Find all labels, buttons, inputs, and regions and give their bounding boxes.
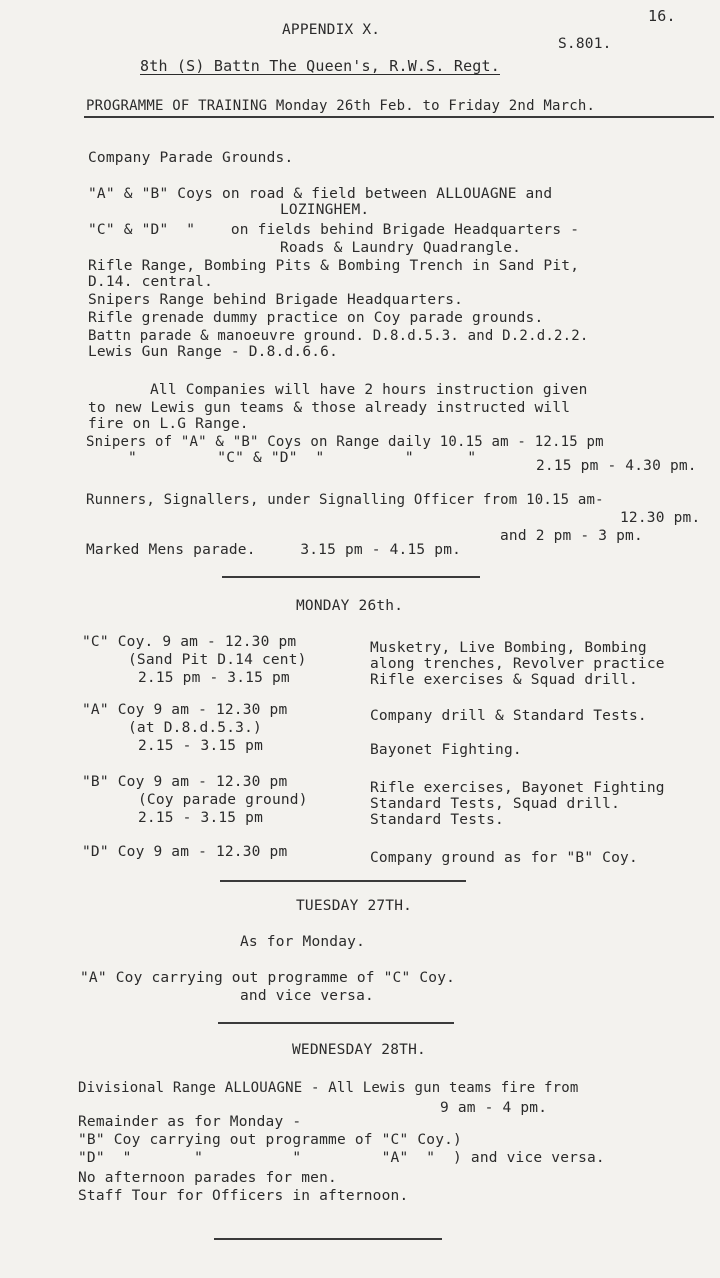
general-line: Battn parade & manoeuvre ground. D.8.d.5.3. and D.2.d.2.2.: [88, 328, 589, 344]
general-line: Roads & Laundry Quadrangle.: [280, 240, 522, 256]
monday-schedule-entry: (Coy parade ground): [138, 792, 308, 808]
section-divider: [220, 880, 466, 882]
general-line: Snipers of "A" & "B" Coys on Range daily 10.15 am - 12.15 pm: [86, 434, 604, 450]
general-line: "C" & "D" " on fields behind Brigade Headquarters -: [88, 222, 580, 238]
monday-schedule-entry: 2.15 pm - 3.15 pm: [138, 670, 290, 686]
general-line: "A" & "B" Coys on road & field between ALLOUAGNE and: [88, 186, 553, 202]
general-line: D.14. central.: [88, 274, 214, 290]
reference-number: S.801.: [558, 36, 612, 52]
monday-schedule-entry: 2.15 - 3.15 pm: [138, 810, 264, 826]
wednesday-heading: WEDNESDAY 28TH.: [292, 1042, 426, 1058]
programme-underline: [84, 116, 714, 118]
monday-schedule-entry: "B" Coy 9 am - 12.30 pm: [82, 774, 288, 790]
unit-title: 8th (S) Battn The Queen's, R.W.S. Regt.: [140, 57, 500, 75]
general-line: Rifle Range, Bombing Pits & Bombing Trench in Sand Pit,: [88, 258, 580, 274]
monday-activity: Musketry, Live Bombing, Bombing: [370, 640, 647, 656]
general-line: Runners, Signallers, under Signalling Officer from 10.15 am-: [86, 492, 604, 508]
tuesday-line: and vice versa.: [240, 988, 374, 1004]
general-line: fire on L.G Range.: [88, 416, 249, 432]
general-line: and 2 pm - 3 pm.: [500, 528, 643, 544]
wednesday-line: 9 am - 4 pm.: [440, 1100, 548, 1116]
monday-activity: Standard Tests.: [370, 812, 504, 828]
wednesday-line: Divisional Range ALLOUAGNE - All Lewis gun teams fire from: [78, 1080, 579, 1096]
tuesday-line: "A" Coy carrying out programme of "C" Coy.: [80, 970, 456, 986]
programme-title: PROGRAMME OF TRAINING Monday 26th Feb. to Friday 2nd March.: [86, 98, 596, 114]
monday-activity: Company drill & Standard Tests.: [370, 708, 647, 724]
wednesday-line: "B" Coy carrying out programme of "C" Coy.): [78, 1132, 462, 1148]
general-line: Lewis Gun Range - D.8.d.6.6.: [88, 344, 339, 360]
monday-schedule-entry: "A" Coy 9 am - 12.30 pm: [82, 702, 288, 718]
monday-activity: Rifle exercises & Squad drill.: [370, 672, 638, 688]
parade-grounds-heading: Company Parade Grounds.: [88, 150, 294, 166]
monday-schedule-entry: "D" Coy 9 am - 12.30 pm: [82, 844, 288, 860]
wednesday-line: No afternoon parades for men.: [78, 1170, 337, 1186]
monday-schedule-entry: "C" Coy. 9 am - 12.30 pm: [82, 634, 297, 650]
monday-activity: along trenches, Revolver practice: [370, 656, 665, 672]
wednesday-line: Staff Tour for Officers in afternoon.: [78, 1188, 409, 1204]
tuesday-line: As for Monday.: [240, 934, 366, 950]
monday-schedule-entry: (at D.8.d.5.3.): [128, 720, 262, 736]
general-line: LOZINGHEM.: [280, 202, 370, 218]
appendix-title: APPENDIX X.: [282, 22, 381, 38]
general-line: Marked Mens parade. 3.15 pm - 4.15 pm.: [86, 542, 462, 558]
general-line: 12.30 pm.: [620, 510, 701, 526]
general-line: to new Lewis gun teams & those already instructed will: [88, 400, 571, 416]
page-number: 16.: [648, 7, 676, 25]
general-line: " "C" & "D" " " ": [128, 450, 477, 466]
general-line: 2.15 pm - 4.30 pm.: [536, 458, 697, 474]
monday-heading: MONDAY 26th.: [296, 598, 404, 614]
general-line: Rifle grenade dummy practice on Coy parade grounds.: [88, 310, 544, 326]
section-divider: [218, 1022, 454, 1024]
general-line: Snipers Range behind Brigade Headquarters.: [88, 292, 464, 308]
wednesday-line: "D" " " " "A" " ) and vice versa.: [78, 1150, 605, 1166]
wednesday-line: Remainder as for Monday -: [78, 1114, 302, 1130]
section-divider: [222, 576, 480, 578]
tuesday-heading: TUESDAY 27TH.: [296, 898, 413, 914]
monday-activity: Rifle exercises, Bayonet Fighting: [370, 780, 665, 796]
monday-activity: Company ground as for "B" Coy.: [370, 850, 638, 866]
monday-schedule-entry: (Sand Pit D.14 cent): [128, 652, 307, 668]
monday-schedule-entry: 2.15 - 3.15 pm: [138, 738, 264, 754]
monday-activity: Standard Tests, Squad drill.: [370, 796, 621, 812]
general-line: All Companies will have 2 hours instruction given: [150, 382, 588, 398]
section-divider: [214, 1238, 442, 1240]
monday-activity: Bayonet Fighting.: [370, 742, 522, 758]
